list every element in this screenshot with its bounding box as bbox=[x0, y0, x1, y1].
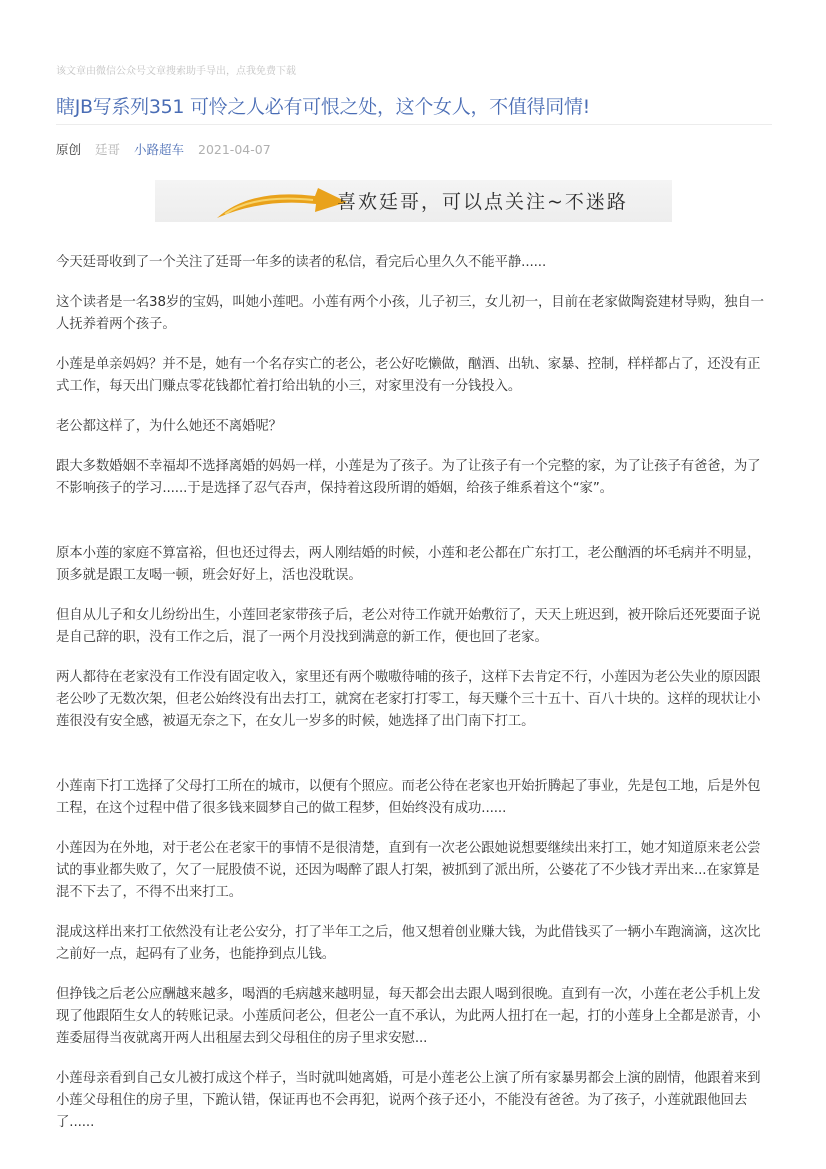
paragraph: 混成这样出来打工依然没有让老公安分，打了半年工之后，他又想着创业赚大钱，为此借钱买了一辆小车跑滴滴，这次比之前好一点，起码有了业务，也能挣到点儿钱。 bbox=[56, 925, 761, 962]
title-divider bbox=[56, 124, 772, 125]
original-tag: 原创 bbox=[56, 142, 82, 157]
paragraph: 老公都这样了，为什么她还不离婚呢？ bbox=[56, 419, 282, 434]
paragraph: 跟大多数婚姻不幸福却不选择离婚的妈妈一样，小莲是为了孩子。为了让孩子有一个完整的家，为了让孩子有爸爸，为了不影响孩子的学习......于是选择了忍气吞声，保持着这段所谓的婚姻，给孩子维系着这个“家”。 bbox=[56, 459, 761, 496]
paragraph: 小莲是单亲妈妈？并不是，她有一个名存实亡的老公，老公好吃懒做，酗酒、出轨、家暴、控制，样样都占了，还没有正式工作，每天出门赚点零花钱都忙着打给出轨的小三，对家里没有一分钱投入。 bbox=[56, 357, 761, 394]
paragraph: 小莲因为在外地，对于老公在老家干的事情不是很清楚，直到有一次老公跟她说想要继续出来打工，她才知道原来老公尝试的事业都失败了，欠了一屁股债不说，还因为喝醉了跟人打架，被抓到了派出所，公婆花了不少钱才弄出来...在家算是混不下去了，不得不出来打工。 bbox=[56, 841, 761, 900]
export-notice[interactable]: 该文章由微信公众号文章搜索助手导出，点我免费下载 bbox=[56, 66, 296, 77]
article-meta bbox=[56, 140, 281, 158]
paragraph: 两人都待在老家没有工作没有固定收入，家里还有两个嗷嗷待哺的孩子，这样下去肯定不行，小莲因为老公失业的原因跟老公吵了无数次架，但老公始终没有出去打工，就窝在老家打打零工，每天赚个三十五十、百八十块的。这样的现状让小莲很没有安全感，被逼无奈之下，在女儿一岁多的时候，她选择了出门南下打工。 bbox=[56, 670, 761, 729]
paragraph: 但挣钱之后老公应酬越来越多，喝酒的毛病越来越明显，每天都会出去跟人喝到很晚。直到有一次，小莲在老公手机上发现了他跟陌生女人的转账记录。小莲质问老公，但老公一直不承认，为此两人扭打在一起，打的小莲身上全都是淤青，小莲委屈得当夜就离开两人出租屋去到父母租住的房子里求安慰... bbox=[56, 987, 761, 1046]
banner-text: 喜欢廷哥，可以点关注~不迷路 bbox=[337, 191, 628, 213]
paragraph: 原本小莲的家庭不算富裕，但也还过得去，两人刚结婚的时候，小莲和老公都在广东打工，老公酗酒的坏毛病并不明显，顶多就是跟工友喝一顿，班会好好上，活也没耽误。 bbox=[56, 546, 761, 583]
paragraph: 但自从儿子和女儿纷纷出生，小莲回老家带孩子后，老公对待工作就开始敷衍了，天天上班迟到，被开除后还死要面子说是自己辞的职，没有工作之后，混了一两个月没找到满意的新工作，便也回了老家。 bbox=[56, 608, 761, 645]
account-link[interactable]: 小路超车 bbox=[134, 142, 185, 157]
author-name: 廷哥 bbox=[95, 142, 121, 157]
follow-banner bbox=[155, 180, 672, 222]
paragraph: 今天廷哥收到了一个关注了廷哥一年多的读者的私信，看完后心里久久不能平静...... bbox=[56, 255, 547, 270]
paragraph: 小莲南下打工选择了父母打工所在的城市，以便有个照应。而老公待在老家也开始折腾起了事业，先是包工地，后是外包工程，在这个过程中借了很多钱来圆梦自己的做工程梦，但始终没有成功...... bbox=[56, 779, 761, 816]
article-body bbox=[56, 252, 770, 1152]
article-title: 瞎JB写系列351 可怜之人必有可恨之处，这个女人，不值得同情! bbox=[56, 96, 590, 118]
paragraph: 这个读者是一名38岁的宝妈，叫她小莲吧。小莲有两个小孩，儿子初三，女儿初一，目前在老家做陶瓷建材导购，独自一人抚养着两个孩子。 bbox=[56, 295, 764, 332]
publish-date: 2021-04-07 bbox=[198, 142, 271, 157]
paragraph: 小莲母亲看到自己女儿被打成这个样子，当时就叫她离婚，可是小莲老公上演了所有家暴男都会上演的剧情，他跟着来到小莲父母租住的房子里，下跪认错，保证再也不会再犯，说两个孩子还小，不能没有爸爸。为了孩子，小莲就跟他回去了...... bbox=[56, 1071, 761, 1130]
